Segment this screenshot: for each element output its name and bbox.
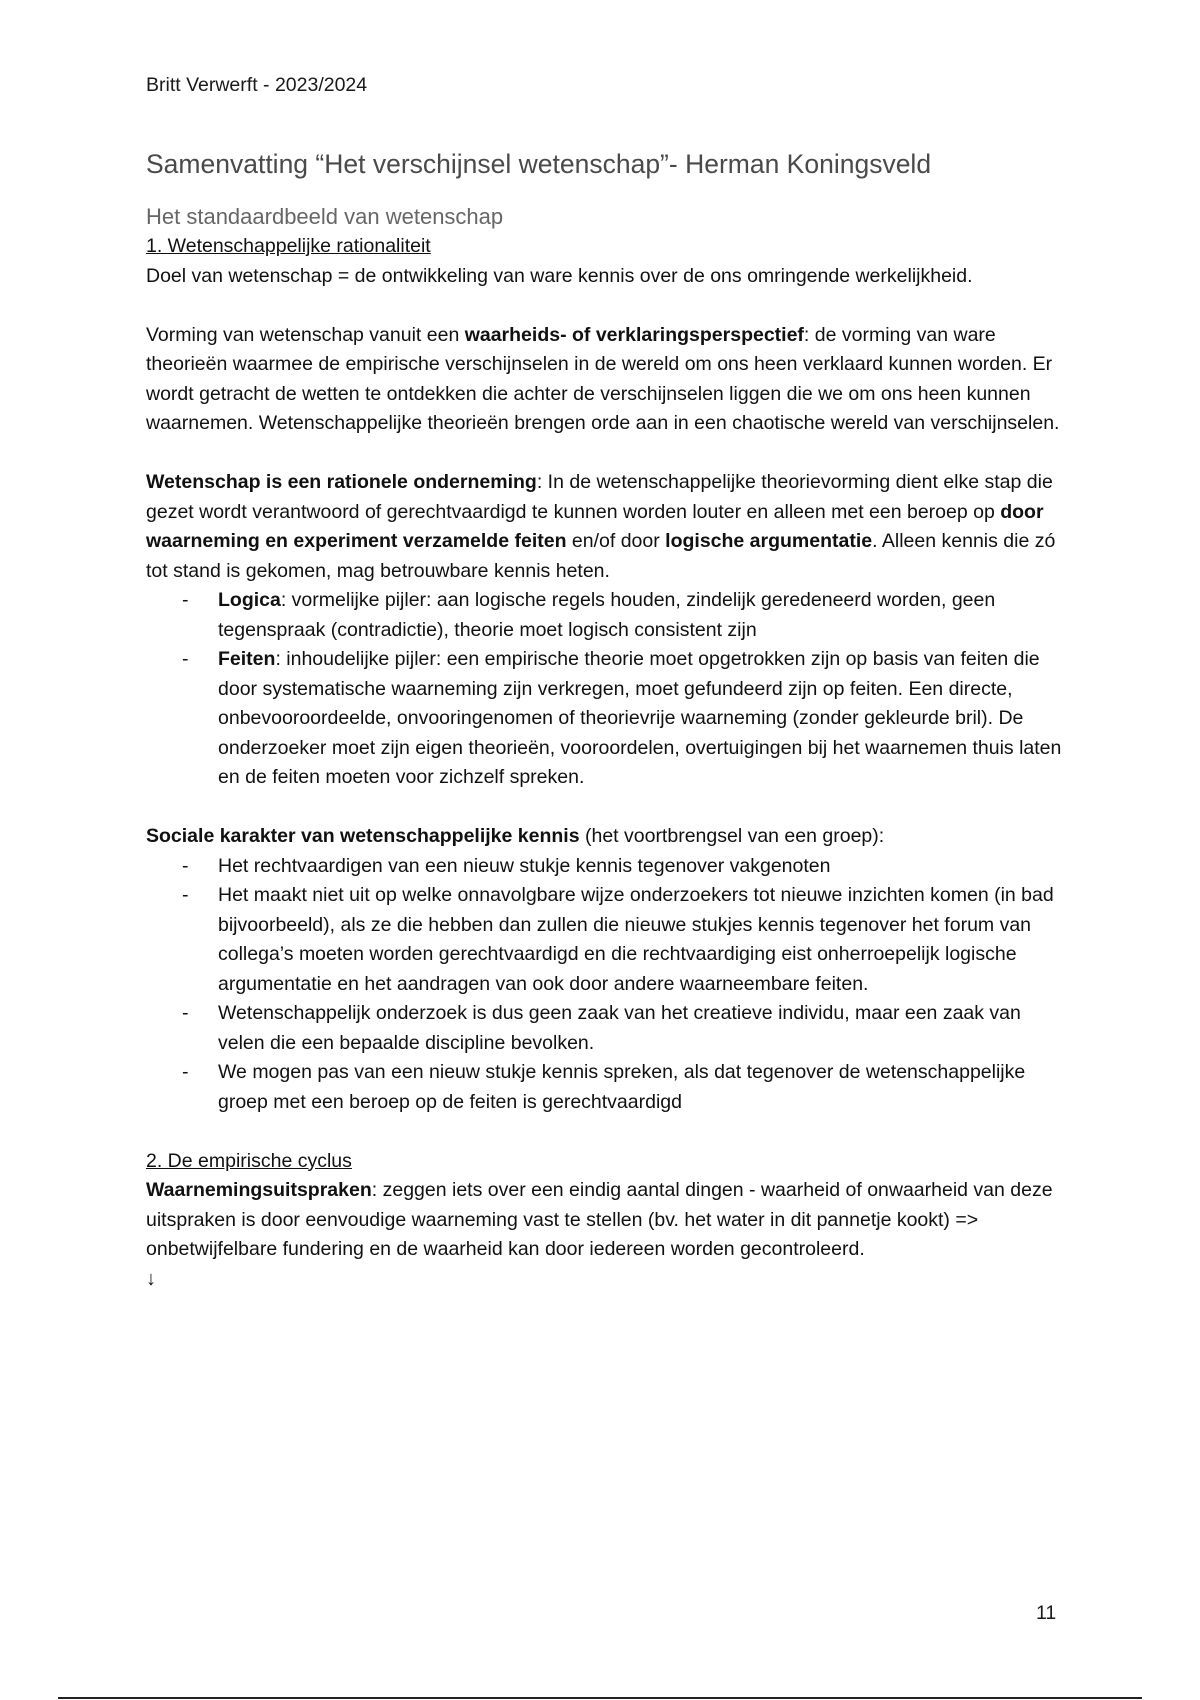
text-run: . Alleen kennis die zó tot stand is gekomen, mag betrouwbare kennis heten. bbox=[146, 530, 1056, 582]
down-arrow-icon: ↓ bbox=[146, 1267, 156, 1290]
text-run: : de vorming van ware theorieën waarmee de empirische verschijnselen in de wereld om ons heen verklaard kunnen worden. Er wordt getracht de wetten te ontdekken die achter de verschijnselen liggen die we om ons heen kunnen waarnemen. Wetenschappelijke theorieën brengen orde aan in een chaotische wereld van verschijnselen. bbox=[146, 323, 1060, 434]
text-run: en/of door bbox=[566, 530, 666, 552]
list-item-feiten bbox=[218, 645, 1066, 793]
social-list bbox=[146, 852, 1066, 1118]
bold-term: Sociale karakter van wetenschappelijke kennis bbox=[146, 825, 580, 847]
list-item: - Wetenschappelijk onderzoek is dus geen zaak van het creatieve individu, maar een zaak van velen die een bepaalde discipline bevolken. bbox=[218, 999, 1066, 1058]
bold-term: Feiten bbox=[218, 648, 276, 670]
paragraph-waarnemingsuitspraken bbox=[146, 1176, 1066, 1265]
bold-term: logische argumentatie bbox=[665, 530, 873, 552]
page-content bbox=[146, 144, 1066, 1294]
text-run: (het voortbrengsel van een groep): bbox=[579, 825, 885, 847]
paragraph-gap bbox=[146, 793, 1066, 823]
page-number: 11 bbox=[1036, 1602, 1057, 1624]
paragraph-doel: Doel van wetenschap = de ontwikkeling van ware kennis over de ons omringende werkelijkheid. bbox=[146, 264, 973, 287]
list-item-logica bbox=[218, 586, 1066, 645]
document-title: Samenvatting “Het verschijnsel wetenschap”- Herman Koningsveld bbox=[146, 149, 932, 179]
list-item: - Het rechtvaardigen van een nieuw stukje kennis tegenover vakgenoten bbox=[218, 852, 1066, 882]
paragraph-gap bbox=[146, 439, 1066, 469]
paragraph-gap bbox=[146, 291, 1066, 321]
section-heading-empirische-cyclus: 2. De empirische cyclus bbox=[146, 1149, 352, 1172]
paragraph-sociale-karakter bbox=[146, 822, 1066, 852]
text-run: : vormelijke pijler: aan logische regels houden, zindelijk geredeneerd worden, geen tegenspraak (contradictie), theorie moet logisch consistent zijn bbox=[218, 589, 996, 641]
section-heading-rationaliteit: 1. Wetenschappelijke rationaliteit bbox=[146, 235, 431, 257]
paragraph-rationele-onderneming bbox=[146, 468, 1066, 586]
bold-term: Logica bbox=[218, 589, 281, 611]
list-item: - We mogen pas van een nieuw stukje kennis spreken, als dat tegenover de wetenschappelijke groep met een beroep op de feiten is gerechtvaardigd bbox=[218, 1058, 1066, 1117]
text-run: : zeggen iets over een eindig aantal dingen - waarheid of onwaarheid van deze uitspraken is door eenvoudige waarneming vast te stellen (bv. het water in dit pannetje kookt) => onbetwijfelbare fundering en de waarheid kan door iedereen worden gecontroleerd. bbox=[146, 1179, 1053, 1260]
text-run: : In de wetenschappelijke theorievorming dient elke stap die gezet wordt verantwoord of gerechtvaardigd te kunnen worden louter en alleen met een beroep op bbox=[146, 471, 1053, 523]
bold-term: waarheids- of verklaringsperspectief bbox=[464, 323, 804, 346]
chapter-title: Het standaardbeeld van wetenschap bbox=[146, 204, 504, 229]
bold-term: Waarnemingsuitspraken bbox=[146, 1179, 372, 1201]
text-run: : inhoudelijke pijler: een empirische theorie moet opgetrokken zijn op basis van feiten die door systematische waarneming zijn verkregen, moet gefundeerd zijn op feiten. Een directe, onbevooroordeelde, onvooringenomen of theorievrije waarneming (zonder gekleurde bril). De onderzoeker moet zijn eigen theorieën, vooroordelen, overtuigingen bij het waarnemen thuis laten en de feiten moeten voor zichzelf spreken. bbox=[218, 648, 1062, 788]
page-header: Britt Verwerft - 2023/2024 bbox=[146, 74, 368, 96]
bold-term: door waarneming en experiment verzamelde feiten bbox=[146, 500, 1044, 552]
text-run: Vorming van wetenschap vanuit een bbox=[146, 323, 465, 346]
list-item: - Het maakt niet uit op welke onnavolgbare wijze onderzoekers tot nieuwe inzichten komen (in bad bijvoorbeeld), als ze die hebben dan zullen die nieuwe stukjes kennis tegenover het forum van collega’s moeten worden gerechtvaardigd en die rechtvaardiging eist onherroepelijk logische argumentatie en het aandragen van ook door andere waarneembare feiten. bbox=[218, 881, 1066, 999]
footer-divider bbox=[58, 1697, 1142, 1699]
bold-term: Wetenschap is een rationele onderneming bbox=[146, 471, 537, 493]
pillars-list bbox=[146, 586, 1066, 793]
paragraph-gap bbox=[146, 1117, 1066, 1147]
paragraph-vorming bbox=[146, 321, 1066, 439]
